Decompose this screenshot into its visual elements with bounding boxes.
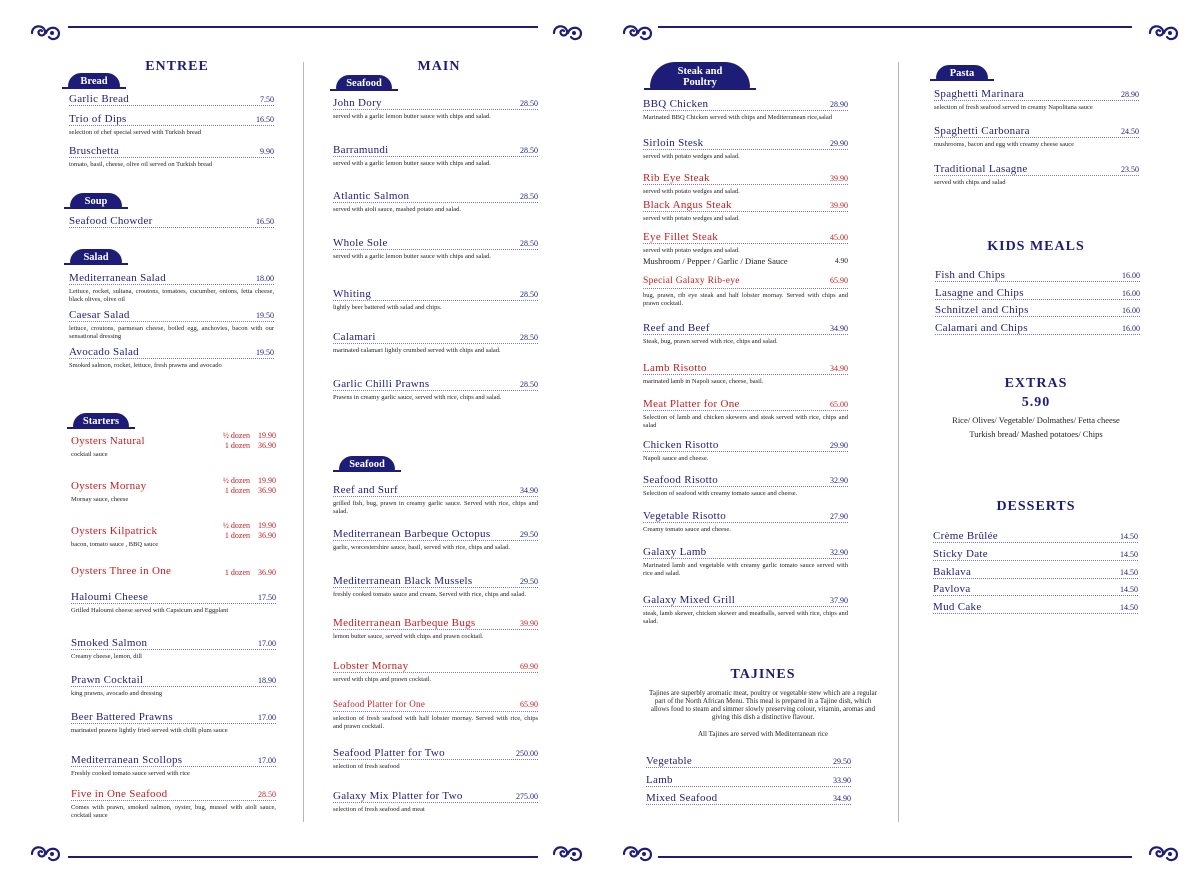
menu-item-creme-brulee: Crème Brûlée 14.50 — [933, 530, 1138, 542]
menu-item-smoked-salmon: Smoked Salmon 17.00 Creamy cheese, lemon, dill — [71, 637, 276, 660]
entree-title: ENTREE — [145, 59, 209, 74]
tajines-intro: Tajines are superbly aromatic meat, poultry or vegetable stew which are a regular part of the North African Menu. This meal is prepared in a Tajine dish, which allows food to steam and simmer slowly preserving colour, vitamin, aromas and giving this dish a distinctive flavour. — [649, 689, 877, 721]
menu-item-spaghetti-marinara: Spaghetti Marinara 28.90 selection of fresh seafood served in creamy Napolitana sauce — [934, 88, 1139, 111]
menu-item-mediterranean-scollops: Mediterranean Scollops 17.00 Freshly cooked tomato sauce served with rice — [71, 754, 276, 777]
swirl-ornament-icon — [1146, 22, 1180, 44]
menu-item-schnitzel-and-chips: Schnitzel and Chips 16.00 — [935, 304, 1140, 316]
desserts-title: DESSERTS — [996, 499, 1076, 514]
menu-item-vegetable-risotto: Vegetable Risotto 27.90 Creamy tomato sauce and cheese. — [643, 510, 848, 533]
menu-item-baklava: Baklava 14.50 — [933, 566, 1138, 578]
menu-item-john-dory: John Dory 28.50 served with a garlic lemon butter sauce with chips and salad. — [333, 97, 538, 120]
sauce-options: Mushroom / Pepper / Garlic / Diane Sauce 4.90 — [643, 256, 848, 266]
oysters-kilpatrick-prices: ½ dozen 19.90 1 dozen 36.90 — [222, 521, 276, 540]
menu-item-mediterranean-barbeque-octopus: Mediterranean Barbeque Octopus 29.50 garlic, worcestershire sauce, basil, served with rice, chips and salad. — [333, 528, 538, 551]
menu-item-garlic-bread: Garlic Bread 7.50 — [69, 93, 274, 105]
menu-item-seafood-platter-for-two: Seafood Platter for Two 250.00 selection of fresh seafood — [333, 747, 538, 770]
extras-title: EXTRAS — [1004, 376, 1068, 391]
menu-item-galaxy-mixed-grill: Galaxy Mixed Grill 37.90 steak, lamb skewer, chicken skewer and meatballs, served with rice, chips and salad. — [643, 594, 848, 625]
menu-item-atlantic-salmon: Atlantic Salmon 28.50 served with aioli sauce, mashed potato and salad. — [333, 190, 538, 213]
menu-item-prawn-cocktail: Prawn Cocktail 18.90 king prawns, avocado and dressing — [71, 674, 276, 697]
seafood-badge: Seafood — [336, 75, 392, 89]
menu-item-oysters-three-in-one: Oysters Three in One — [71, 565, 172, 577]
swirl-ornament-icon — [620, 843, 654, 865]
menu-item-sticky-date: Sticky Date 14.50 — [933, 548, 1138, 560]
tajines-note: All Tajines are served with Mediterranean rice — [698, 730, 828, 738]
extras-price: 5.90 — [1021, 395, 1051, 410]
menu-item-sirloin-stesk: Sirloin Stesk 29.90 served with potato wedges and salad. — [643, 137, 848, 160]
swirl-ornament-icon — [550, 22, 584, 44]
seafood-badge-2: Seafood — [339, 456, 395, 470]
menu-item-oysters-kilpatrick: Oysters Kilpatrick bacon, tomato sauce , BBQ sauce — [71, 525, 159, 548]
top-rule — [658, 26, 1132, 28]
oysters-natural-prices: ½ dozen 19.90 1 dozen 36.90 — [222, 431, 276, 450]
menu-item-barramundi: Barramundi 28.50 served with a garlic lemon butter sauce with chips and salad. — [333, 144, 538, 167]
tajines-title: TAJINES — [730, 667, 796, 682]
menu-item-lamb-risotto: Lamb Risotto 34.90 marinated lamb in Napoli sauce, cheese, basil. — [643, 362, 848, 385]
column-divider — [898, 62, 899, 822]
pasta-badge: Pasta — [936, 65, 988, 79]
kids-meals-title: KIDS MEALS — [987, 239, 1085, 254]
menu-item-seafood-platter-for-one: Seafood Platter for One 65.90 selection of fresh seafood with half lobster mornay. Served with rice, chips and prawn cocktail. — [333, 699, 538, 730]
menu-item-black-angus-steak: Black Angus Steak 39.90 served with potato wedges and salad. — [643, 199, 848, 222]
menu-item-meat-platter-for-one: Meat Platter for One 65.00 Selection of lamb and chicken skewers and steak served with rice, chips and salad — [643, 398, 848, 429]
menu-item-mediterranean-black-mussels: Mediterranean Black Mussels 29.50 freshly cooked tomato sauce and cream. Served with rice, chips and salad. — [333, 575, 538, 598]
menu-item-mediterranean-salad: Mediterranean Salad 18.00 Lettuce, rocket, sultana, croutons, tomatoes, cucumber, onions, fetta cheese, black olives, olive oil — [69, 272, 274, 303]
main-title: MAIN — [417, 59, 461, 74]
column-divider — [303, 62, 304, 822]
salad-badge: Salad — [70, 249, 122, 263]
menu-item-spaghetti-carbonara: Spaghetti Carbonara 24.50 mushrooms, bacon and egg with creamy cheese sauce — [934, 125, 1139, 148]
menu-item-mediterranean-barbeque-bugs: Mediterranean Barbeque Bugs 39.90 lemon butter sauce, served with chips and prawn cocktail. — [333, 617, 538, 640]
menu-item-oysters-natural: Oysters Natural cocktail sauce — [71, 435, 145, 458]
menu-page-right — [600, 0, 1200, 884]
swirl-ornament-icon — [1146, 843, 1180, 865]
bread-badge: Bread — [68, 73, 120, 87]
starters-badge: Starters — [73, 413, 129, 427]
menu-item-galaxy-mix-platter-for-two: Galaxy Mix Platter for Two 275.00 selection of fresh seafood and meat — [333, 790, 538, 813]
extras-line-2: Turkish bread/ Mashed potatoes/ Chips — [969, 429, 1103, 439]
menu-item-seafood-risotto: Seafood Risotto 32.90 Selection of seafood with creamy tomato sauce and cheese. — [643, 474, 848, 497]
menu-item-tajine-vegetable: Vegetable 29.50 — [646, 755, 851, 767]
menu-item-rib-eye-steak: Rib Eye Steak 39.90 served with potato wedges and salad. — [643, 172, 848, 195]
menu-item-whiting: Whiting 28.50 lightly beer battered with salad and chips. — [333, 288, 538, 311]
menu-item-traditional-lasagne: Traditional Lasagne 23.50 served with chips and salad — [934, 163, 1139, 186]
top-rule — [68, 26, 538, 28]
menu-item-pavlova: Pavlova 14.50 — [933, 583, 1138, 595]
extras-line-1: Rice/ Olives/ Vegetable/ Dolmathes/ Fetta cheese — [952, 415, 1120, 425]
menu-item-bruschetta: Bruschetta 9.90 tomato, basil, cheese, olive oil served on Turkish bread — [69, 145, 274, 168]
menu-item-five-in-one-seafood: Five in One Seafood 28.50 Comes with prawn, smoked salmon, oyster, bug, mussel with aioli sauce, cocktail sauce — [71, 788, 276, 819]
menu-item-special-galaxy-rib-eye: Special Galaxy Rib-eye 65.90 bug, prawn, rib eye steak and half lobster mornay. Served with chips and prawn cocktail. — [643, 276, 848, 307]
menu-item-whole-sole: Whole Sole 28.50 served with a garlic lemon butter sauce with chips and salad. — [333, 237, 538, 260]
menu-item-reef-and-beef: Reef and Beef 34.90 Steak, bug, prawn served with rice, chips and salad. — [643, 322, 848, 345]
menu-item-chicken-risotto: Chicken Risotto 29.90 Napoli sauce and cheese. — [643, 439, 848, 462]
menu-item-lasagne-and-chips: Lasagne and Chips 16.00 — [935, 287, 1140, 299]
menu-item-caesar-salad: Caesar Salad 19.50 lettuce, croutons, parmesan cheese, boiled egg, anchovies, bacon with our sensational dressing — [69, 309, 274, 340]
menu-item-galaxy-lamb: Galaxy Lamb 32.90 Marinated lamb and vegetable with creamy garlic tomato sauce served with rice and salad. — [643, 546, 848, 577]
menu-item-mud-cake: Mud Cake 14.50 — [933, 601, 1138, 613]
oysters-mornay-prices: ½ dozen 19.90 1 dozen 36.90 — [222, 476, 276, 495]
menu-item-tajine-lamb: Lamb 33.90 — [646, 774, 851, 786]
menu-item-seafood-chowder: Seafood Chowder 16.50 — [69, 215, 274, 227]
menu-item-beer-battered-prawns: Beer Battered Prawns 17.00 marinated prawns lightly fried served with chilli plum sauce — [71, 711, 276, 734]
bottom-rule — [658, 856, 1132, 858]
menu-item-oysters-mornay: Oysters Mornay Mornay sauce, cheese — [71, 480, 147, 503]
swirl-ornament-icon — [28, 22, 62, 44]
menu-item-haloumi-cheese: Haloumi Cheese 17.50 Grilled Haloumi cheese served with Capsicum and Eggplant — [71, 591, 276, 614]
menu-item-tajine-mixed-seafood: Mixed Seafood 34.90 — [646, 792, 851, 804]
menu-item-eye-fillet-steak: Eye Fillet Steak 45.00 served with potato wedges and salad. — [643, 231, 848, 254]
menu-item-fish-and-chips: Fish and Chips 16.00 — [935, 269, 1140, 281]
menu-item-trio-of-dips: Trio of Dips 16.50 selection of chef special served with Turkish bread — [69, 113, 274, 136]
menu-item-bbq-chicken: BBQ Chicken 28.90 Marinated BBQ Chicken served with chips and Mediterranean rice,salad — [643, 98, 848, 121]
oysters-three-in-one-prices: 1 dozen 36.90 — [224, 568, 276, 577]
soup-badge: Soup — [70, 193, 122, 207]
menu-item-garlic-chilli-prawns: Garlic Chilli Prawns 28.50 Prawns in creamy garlic sauce, served with rice, chips and salad. — [333, 378, 538, 401]
menu-item-lobster-mornay: Lobster Mornay 69.90 served with chips and prawn cocktail. — [333, 660, 538, 683]
menu-item-calamari-and-chips: Calamari and Chips 16.00 — [935, 322, 1140, 334]
swirl-ornament-icon — [550, 843, 584, 865]
menu-item-avocado-salad: Avocado Salad 19.50 Smoked salmon, rocket, lettuce, fresh prawns and avocado — [69, 346, 274, 369]
steak-and-poultry-badge: Steak and Poultry — [650, 62, 750, 88]
bottom-rule — [68, 856, 538, 858]
swirl-ornament-icon — [620, 22, 654, 44]
menu-item-reef-and-surf: Reef and Surf 34.90 grilled fish, bug, prawn in creamy garlic sauce. Served with rice, chips and salad. — [333, 484, 538, 515]
menu-item-calamari: Calamari 28.50 marinated calamari lightly crumbed served with chips and salad. — [333, 331, 538, 354]
swirl-ornament-icon — [28, 843, 62, 865]
